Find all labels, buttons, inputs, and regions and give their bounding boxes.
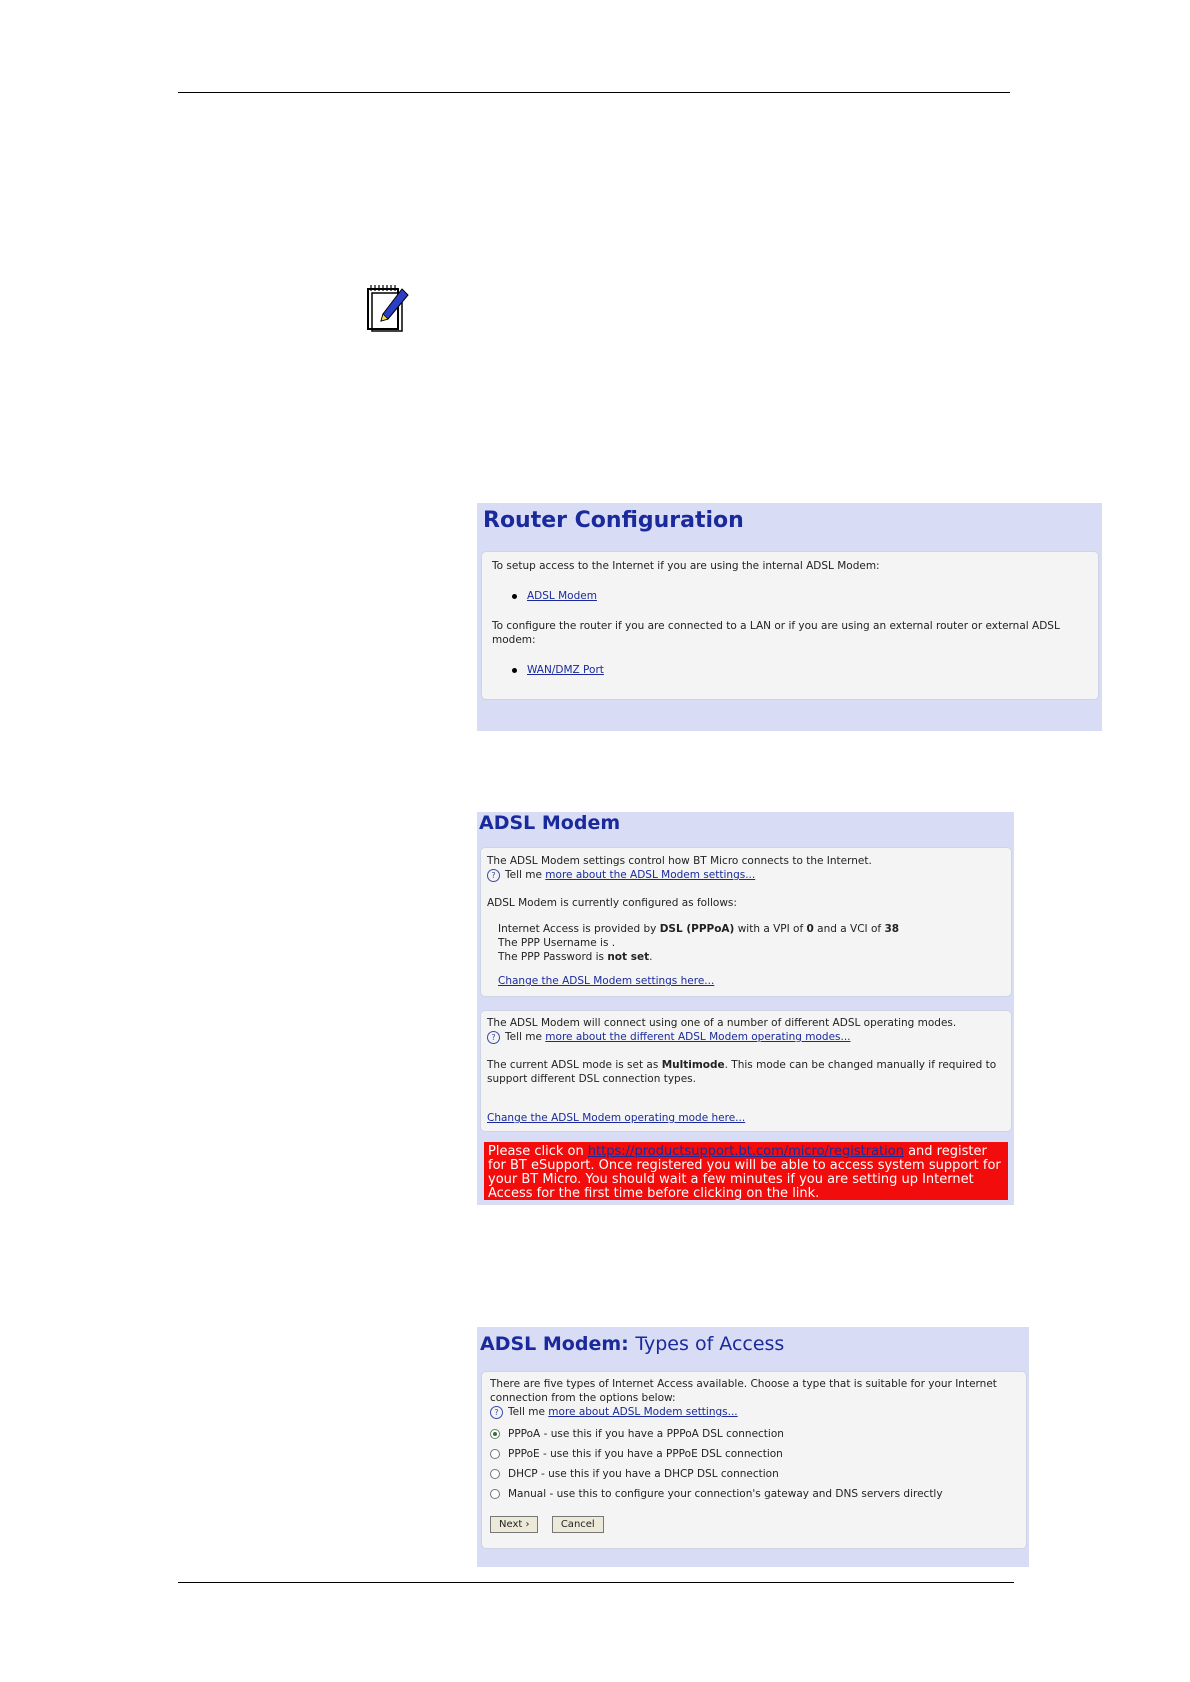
form-buttons bbox=[490, 1516, 1018, 1533]
help-line-settings bbox=[487, 868, 1005, 882]
bullet-icon bbox=[512, 668, 517, 673]
help-question-icon: ? bbox=[487, 869, 500, 882]
help-line-modes bbox=[487, 1030, 1005, 1044]
change-mode-link[interactable]: Change the ADSL Modem operating mode here... bbox=[487, 1112, 746, 1124]
configured-label: ADSL Modem is currently configured as follows: bbox=[487, 897, 737, 909]
help-question-icon: ? bbox=[487, 1031, 500, 1044]
mode-value: Multimode bbox=[661, 1059, 725, 1071]
radio-pppoa[interactable] bbox=[490, 1429, 500, 1439]
registration-link[interactable]: https://productsupport.bt.com/micro/registration bbox=[587, 1144, 904, 1159]
vpi-value: 0 bbox=[806, 923, 814, 935]
adsl-modem-link[interactable]: ADSL Modem bbox=[527, 590, 597, 602]
more-about-modes-link[interactable]: more about the different ADSL Modem operating modes... bbox=[545, 1031, 851, 1043]
router-config-title: Router Configuration bbox=[483, 508, 744, 533]
types-of-access-title bbox=[480, 1333, 784, 1355]
mode-suffix: . This mode can be changed manually if required to support different DSL connection types. bbox=[487, 1059, 997, 1085]
more-about-adsl-settings-link[interactable]: more about ADSL Modem settings... bbox=[548, 1406, 738, 1418]
access-line bbox=[498, 922, 1005, 936]
types-intro: There are five types of Internet Access available. Choose a type that is suitable for your Internet connection from the options below: bbox=[490, 1378, 997, 1404]
password-value: not set bbox=[607, 951, 650, 963]
bullet-icon bbox=[512, 594, 517, 599]
option-dhcp[interactable] bbox=[490, 1464, 1018, 1484]
router-config-panel bbox=[481, 551, 1099, 700]
password-end: . bbox=[649, 951, 653, 963]
adsl-modem-status-panel bbox=[480, 847, 1012, 997]
adsl-modem-description: The ADSL Modem settings control how BT Micro connects to the Internet. bbox=[487, 855, 872, 867]
more-about-settings-link[interactable]: more about the ADSL Modem settings... bbox=[545, 869, 756, 881]
username-line: The PPP Username is . bbox=[498, 937, 616, 949]
tell-me-label: Tell me bbox=[505, 1031, 542, 1043]
access-vpi-label: with a VPI of bbox=[737, 923, 804, 935]
config-details bbox=[498, 922, 1005, 988]
access-type-options bbox=[490, 1424, 1018, 1504]
radio-dhcp[interactable] bbox=[490, 1469, 500, 1479]
adsl-modem-list-item bbox=[512, 589, 1088, 603]
help-question-icon: ? bbox=[490, 1406, 503, 1419]
mode-description: The ADSL Modem will connect using one of a number of different ADSL operating modes. bbox=[487, 1017, 957, 1029]
next-button[interactable]: Next › bbox=[490, 1516, 538, 1533]
header-rule bbox=[178, 92, 1010, 93]
cancel-button[interactable]: Cancel bbox=[552, 1516, 604, 1533]
wan-dmz-list-item bbox=[512, 663, 1088, 677]
option-manual[interactable] bbox=[490, 1484, 1018, 1504]
password-prefix: The PPP Password is bbox=[498, 951, 604, 963]
adsl-modem-screenshot bbox=[477, 812, 1014, 1205]
footer-rule bbox=[178, 1582, 1014, 1583]
option-pppoe[interactable] bbox=[490, 1444, 1018, 1464]
alert-prefix: Please click on bbox=[488, 1144, 584, 1159]
types-of-access-panel bbox=[481, 1371, 1027, 1549]
adsl-modem-title: ADSL Modem bbox=[479, 812, 621, 834]
access-dsl-type: DSL (PPPoA) bbox=[659, 923, 735, 935]
access-prefix: Internet Access is provided by bbox=[498, 923, 657, 935]
title-bold-part: ADSL Modem: bbox=[480, 1333, 629, 1355]
router-config-screenshot bbox=[477, 503, 1102, 731]
password-line bbox=[498, 950, 1005, 964]
current-mode-text bbox=[487, 1058, 1005, 1086]
tell-me-label: Tell me bbox=[505, 869, 542, 881]
mode-prefix: The current ADSL mode is set as bbox=[487, 1059, 659, 1071]
option-label: Manual - use this to configure your connection's gateway and DNS servers directly bbox=[508, 1488, 943, 1500]
notepad-pencil-icon bbox=[366, 283, 410, 333]
title-normal-part: Types of Access bbox=[635, 1333, 785, 1355]
alert-text: and register for BT eSupport. Once registered you will be able to access system support for your BT Micro. You should wait a few minutes if you are setting up Internet Access for the first time before clicking on the link. bbox=[488, 1144, 1001, 1201]
tell-me-label: Tell me bbox=[508, 1406, 545, 1418]
radio-manual[interactable] bbox=[490, 1489, 500, 1499]
option-label: PPPoE - use this if you have a PPPoE DSL connection bbox=[508, 1448, 783, 1460]
adsl-mode-panel bbox=[480, 1010, 1012, 1132]
radio-pppoe[interactable] bbox=[490, 1449, 500, 1459]
option-pppoa[interactable] bbox=[490, 1424, 1018, 1444]
router-config-intro: To setup access to the Internet if you are using the internal ADSL Modem: bbox=[492, 560, 880, 572]
access-vci-label: and a VCI of bbox=[817, 923, 882, 935]
router-config-lan-text: To configure the router if you are connected to a LAN or if you are using an external router or external ADSL modem: bbox=[492, 620, 1060, 646]
help-line-types bbox=[490, 1405, 1018, 1419]
vci-value: 38 bbox=[884, 923, 900, 935]
change-settings-link[interactable]: Change the ADSL Modem settings here... bbox=[498, 975, 715, 987]
wan-dmz-port-link[interactable]: WAN/DMZ Port bbox=[527, 664, 604, 676]
option-label: DHCP - use this if you have a DHCP DSL connection bbox=[508, 1468, 779, 1480]
types-of-access-screenshot bbox=[477, 1327, 1029, 1567]
registration-alert bbox=[484, 1142, 1008, 1200]
option-label: PPPoA - use this if you have a PPPoA DSL connection bbox=[508, 1428, 784, 1440]
